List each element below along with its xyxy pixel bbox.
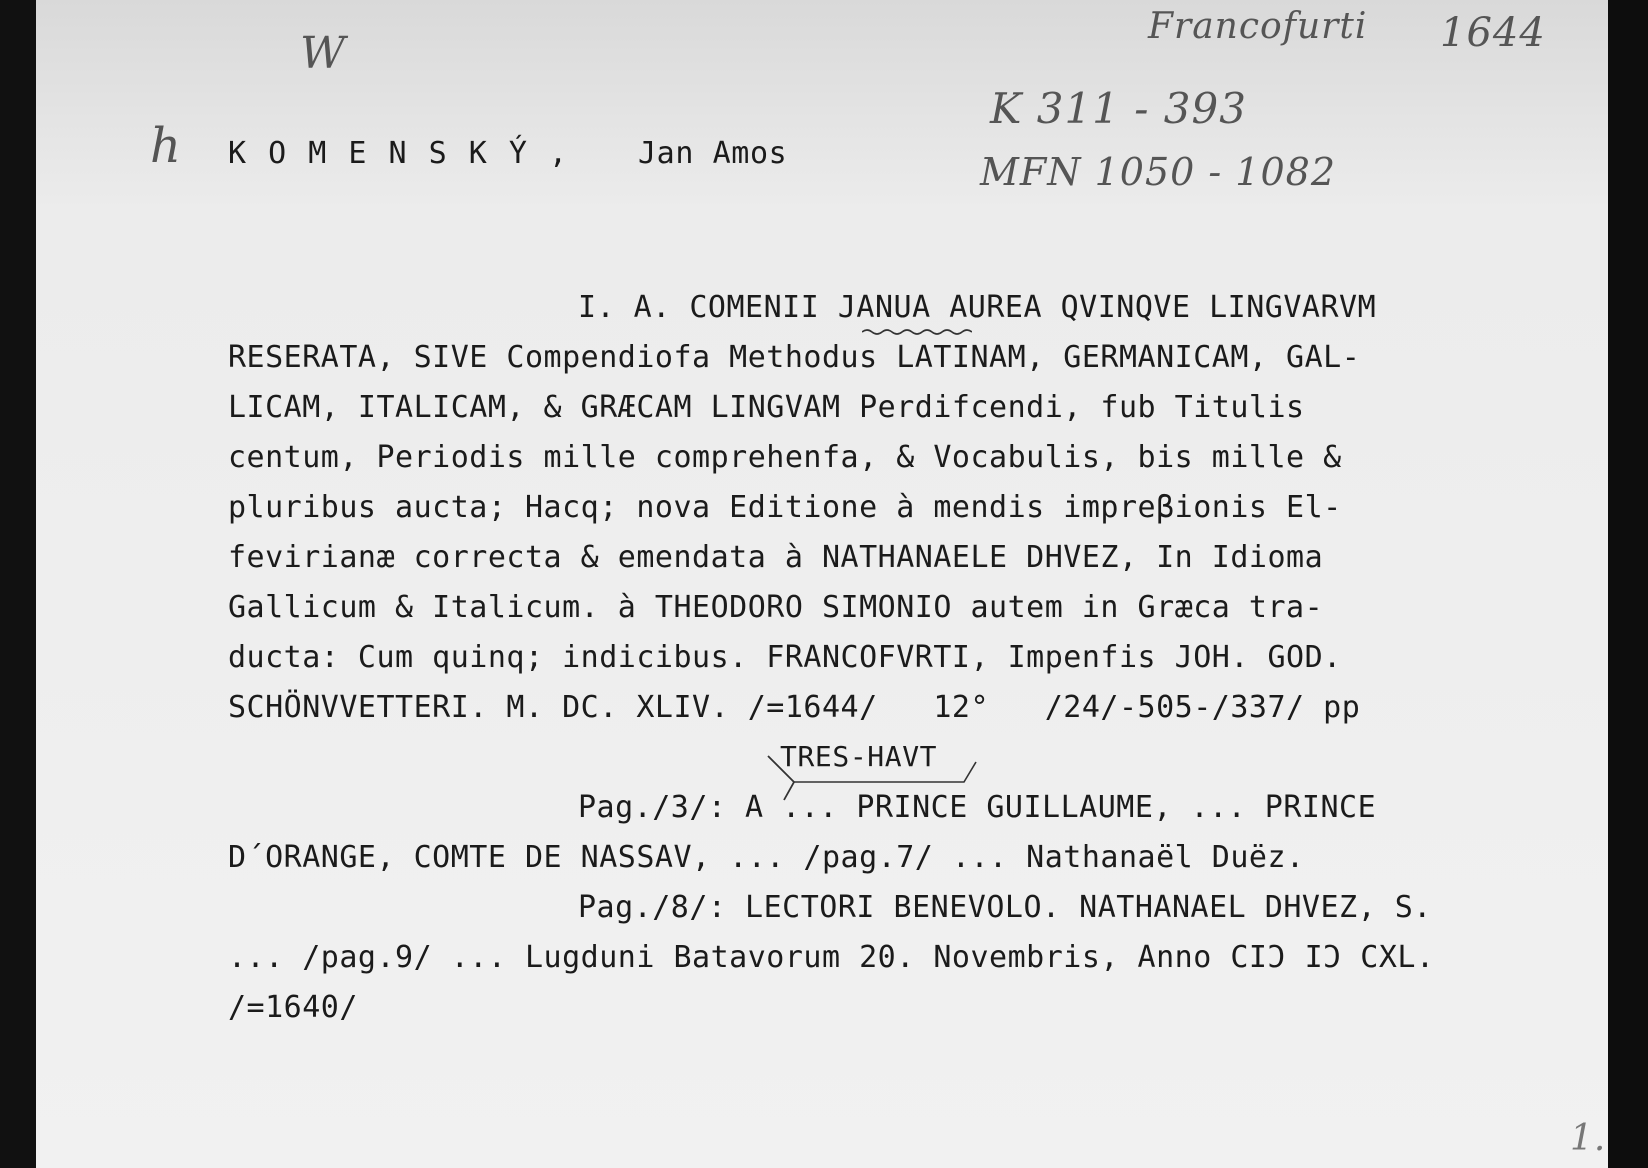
- body-line: I. A. COMENII JANUA AUREA QVINQVE LINGVARVM: [578, 290, 1377, 325]
- body-line: centum, Periodis mille comprehenfa, & Vocabulis, bis mille &: [228, 440, 1342, 475]
- note-line: ... /pag.9/ ... Lugduni Batavorum 20. Novembris, Anno CIϽ IϽ CXL.: [228, 940, 1435, 975]
- handwritten-page-number: 1.: [1570, 1118, 1607, 1159]
- handwritten-year: 1644: [1440, 10, 1546, 56]
- author-surname: K O M E N S K Ý ,: [228, 136, 570, 171]
- note-line: Pag./3/: A ... PRINCE GUILLAUME, ... PRINCE: [578, 790, 1377, 825]
- note-line: /=1640/: [228, 990, 358, 1025]
- handwritten-shelf-mark: K 311 - 393: [990, 84, 1247, 133]
- body-line: fevirianæ correcta & emendata à NATHANAELE DHVEZ, In Idioma: [228, 540, 1324, 575]
- handwritten-h: h: [150, 118, 182, 174]
- body-line: LICAM, ITALICAM, & GRÆCAM LINGVAM Perdifcendi, fub Titulis: [228, 390, 1305, 425]
- body-line: pluribus aucta; Hacq; nova Editione à mendis impreβionis El-: [228, 490, 1342, 525]
- body-line: RESERATA, SIVE Compendiofa Methodus LATINAM, GERMANICAM, GAL-: [228, 340, 1361, 375]
- janua-wavy-underline: [862, 328, 972, 336]
- note-line: Pag./8/: LECTORI BENEVOLO. NATHANAEL DHVEZ, S.: [578, 890, 1432, 925]
- note-line: D´ORANGE, COMTE DE NASSAV, ... /pag.7/ ... Nathanaël Duëz.: [228, 840, 1305, 875]
- body-line: ducta: Cum quinq; indicibus. FRANCOFVRTI, Impenfis JOH. GOD.: [228, 640, 1342, 675]
- handwritten-mfn: MFN 1050 - 1082: [980, 150, 1337, 194]
- author-given-name: Jan Amos: [638, 136, 788, 171]
- body-line: Gallicum & Italicum. à THEODORO SIMONIO autem in Græca tra-: [228, 590, 1324, 625]
- body-line: SCHÖNVVETTERI. M. DC. XLIV. /=1644/ 12° /24/-505-/337/ pp: [228, 690, 1361, 725]
- handwritten-place: Francofurti: [1148, 6, 1368, 47]
- insert-note: TRES-HAVT: [780, 740, 938, 773]
- handwritten-top-mark: W: [300, 28, 347, 79]
- scan-edge: [1608, 0, 1648, 1168]
